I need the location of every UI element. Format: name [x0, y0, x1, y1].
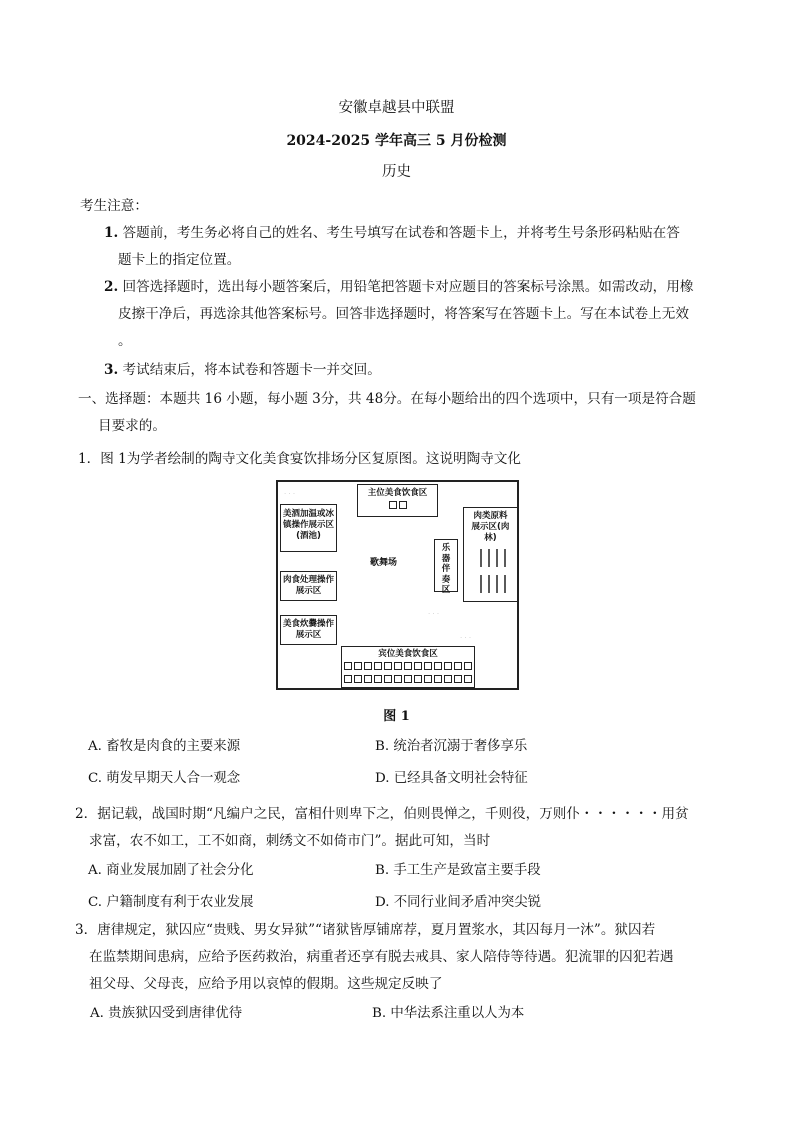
notice-item-number: 2. [104, 279, 119, 295]
figure-caption: 图 1 [383, 709, 410, 724]
notice-item-1 [104, 221, 680, 241]
zone-label: 宾位美食饮食区 [378, 649, 438, 659]
q3-option-b[interactable]: B. 中华法系注重以人为本 [372, 1006, 525, 1021]
figure-1-diagram: · · · · · · · · · 主位美食饮食区 美酒加温或冰镇操作展示区(酒池) 肉类原料展示区(肉林) 乐器伴奏区 歌舞场 肉食处理操作展示区 美食炊爨操作展示区 宾位美食饮食区 [276, 480, 519, 690]
question-2-stem-cont: 求富，农不如工，工不如商，刺绣文不如倚市门”。据此可知，当时 [89, 833, 491, 849]
question-3-stem-cont: 在监禁期间患病，应给予医药救治，病重者还享有脱去戒具、家人陪侍等待遇。犯流罪的囚犯若遇 [89, 949, 674, 965]
zone-dance-floor-label: 歌舞场 [370, 558, 398, 568]
q1-option-a[interactable]: A. 畜牧是肉食的主要来源 [88, 739, 241, 754]
zone-guest-dining [341, 646, 475, 688]
notice-item-text: 考试结束后，将本试卷和答题卡一并交回。 [122, 362, 381, 378]
notice-item-number: 1. [104, 225, 119, 241]
zone-cooking: 美食炊爨操作展示区 [280, 615, 337, 645]
q2-option-a[interactable]: A. 商业发展加剧了社会分化 [88, 863, 254, 878]
exam-title: 2024-2025 学年高三 5 月份检测 [286, 133, 507, 149]
q2-option-b[interactable]: B. 手工生产是致富主要手段 [375, 863, 541, 878]
notice-item-3 [104, 358, 381, 378]
notice-item-2-cont2: 。 [118, 333, 132, 349]
notice-item-2 [104, 275, 693, 295]
q1-option-b[interactable]: B. 统治者沉溺于奢侈享乐 [375, 739, 528, 754]
exam-organization: 安徽卓越县中联盟 [338, 100, 455, 116]
question-1-stem: 1．图 1为学者绘制的陶寺文化美食宴饮排场分区复原图。这说明陶寺文化 [78, 451, 522, 467]
zone-wine-pool: 美酒加温或冰镇操作展示区(酒池) [280, 504, 337, 552]
q2-option-c[interactable]: C. 户籍制度有利于农业发展 [88, 895, 254, 910]
notice-item-1-cont: 题卡上的指定位置。 [118, 252, 241, 268]
question-2-stem: 2．据记载，战国时期“凡编户之民，富相什则卑下之，伯则畏惮之，千则役，万则仆・・・・・・用贫 [75, 806, 689, 822]
zone-label: 肉类原料展示区(肉林) [471, 511, 510, 543]
q1-option-d[interactable]: D. 已经具备文明社会特征 [375, 771, 528, 786]
q3-option-a[interactable]: A. 贵族狱囚受到唐律优待 [90, 1006, 243, 1021]
notice-item-text: 答题前，考生务必将自己的姓名、考生号填写在试卷和答题卡上，并将考生号条形码粘贴在答 [122, 225, 680, 241]
notice-title: 考生注意： [80, 198, 148, 214]
notice-item-text: 回答选择题时，选出每小题答案后，用铅笔把答题卡对应题目的答案标号涂黑。如需改动，用橡 [122, 279, 694, 295]
meat-racks-icon [473, 547, 509, 597]
section-heading: 一、选择题：本题共 16 小题，每小题 3分，共 48分。在每小题给出的四个选项中，只有一项是符合题 [78, 391, 696, 407]
question-3-stem: 3．唐律规定，狱囚应“贵贱、男女异狱”“诸狱皆厚铺席荐，夏月置浆水，其囚每月一沐”。狱囚若 [75, 922, 656, 938]
question-3-stem-cont2: 祖父母、父母丧，应给予用以哀悼的假期。这些规定反映了 [89, 976, 443, 992]
q1-option-c[interactable]: C. 萌发早期天人合一观念 [88, 771, 241, 786]
zone-label: 主位美食饮食区 [367, 488, 428, 498]
section-heading-cont: 目要求的。 [98, 418, 166, 434]
zone-meat-forest [463, 507, 518, 602]
zone-meat-processing: 肉食处理操作展示区 [280, 571, 337, 601]
zone-host-dining [357, 484, 438, 517]
notice-item-2-cont: 皮擦干净后，再选涂其他答案标号。回答非选择题时，将答案写在答题卡上。写在本试卷上无效 [118, 306, 689, 322]
notice-item-number: 3. [104, 362, 119, 378]
zone-music: 乐器伴奏区 [434, 539, 458, 592]
subject-title: 历史 [382, 164, 411, 180]
q2-option-d[interactable]: D. 不同行业间矛盾冲突尖锐 [375, 895, 542, 910]
